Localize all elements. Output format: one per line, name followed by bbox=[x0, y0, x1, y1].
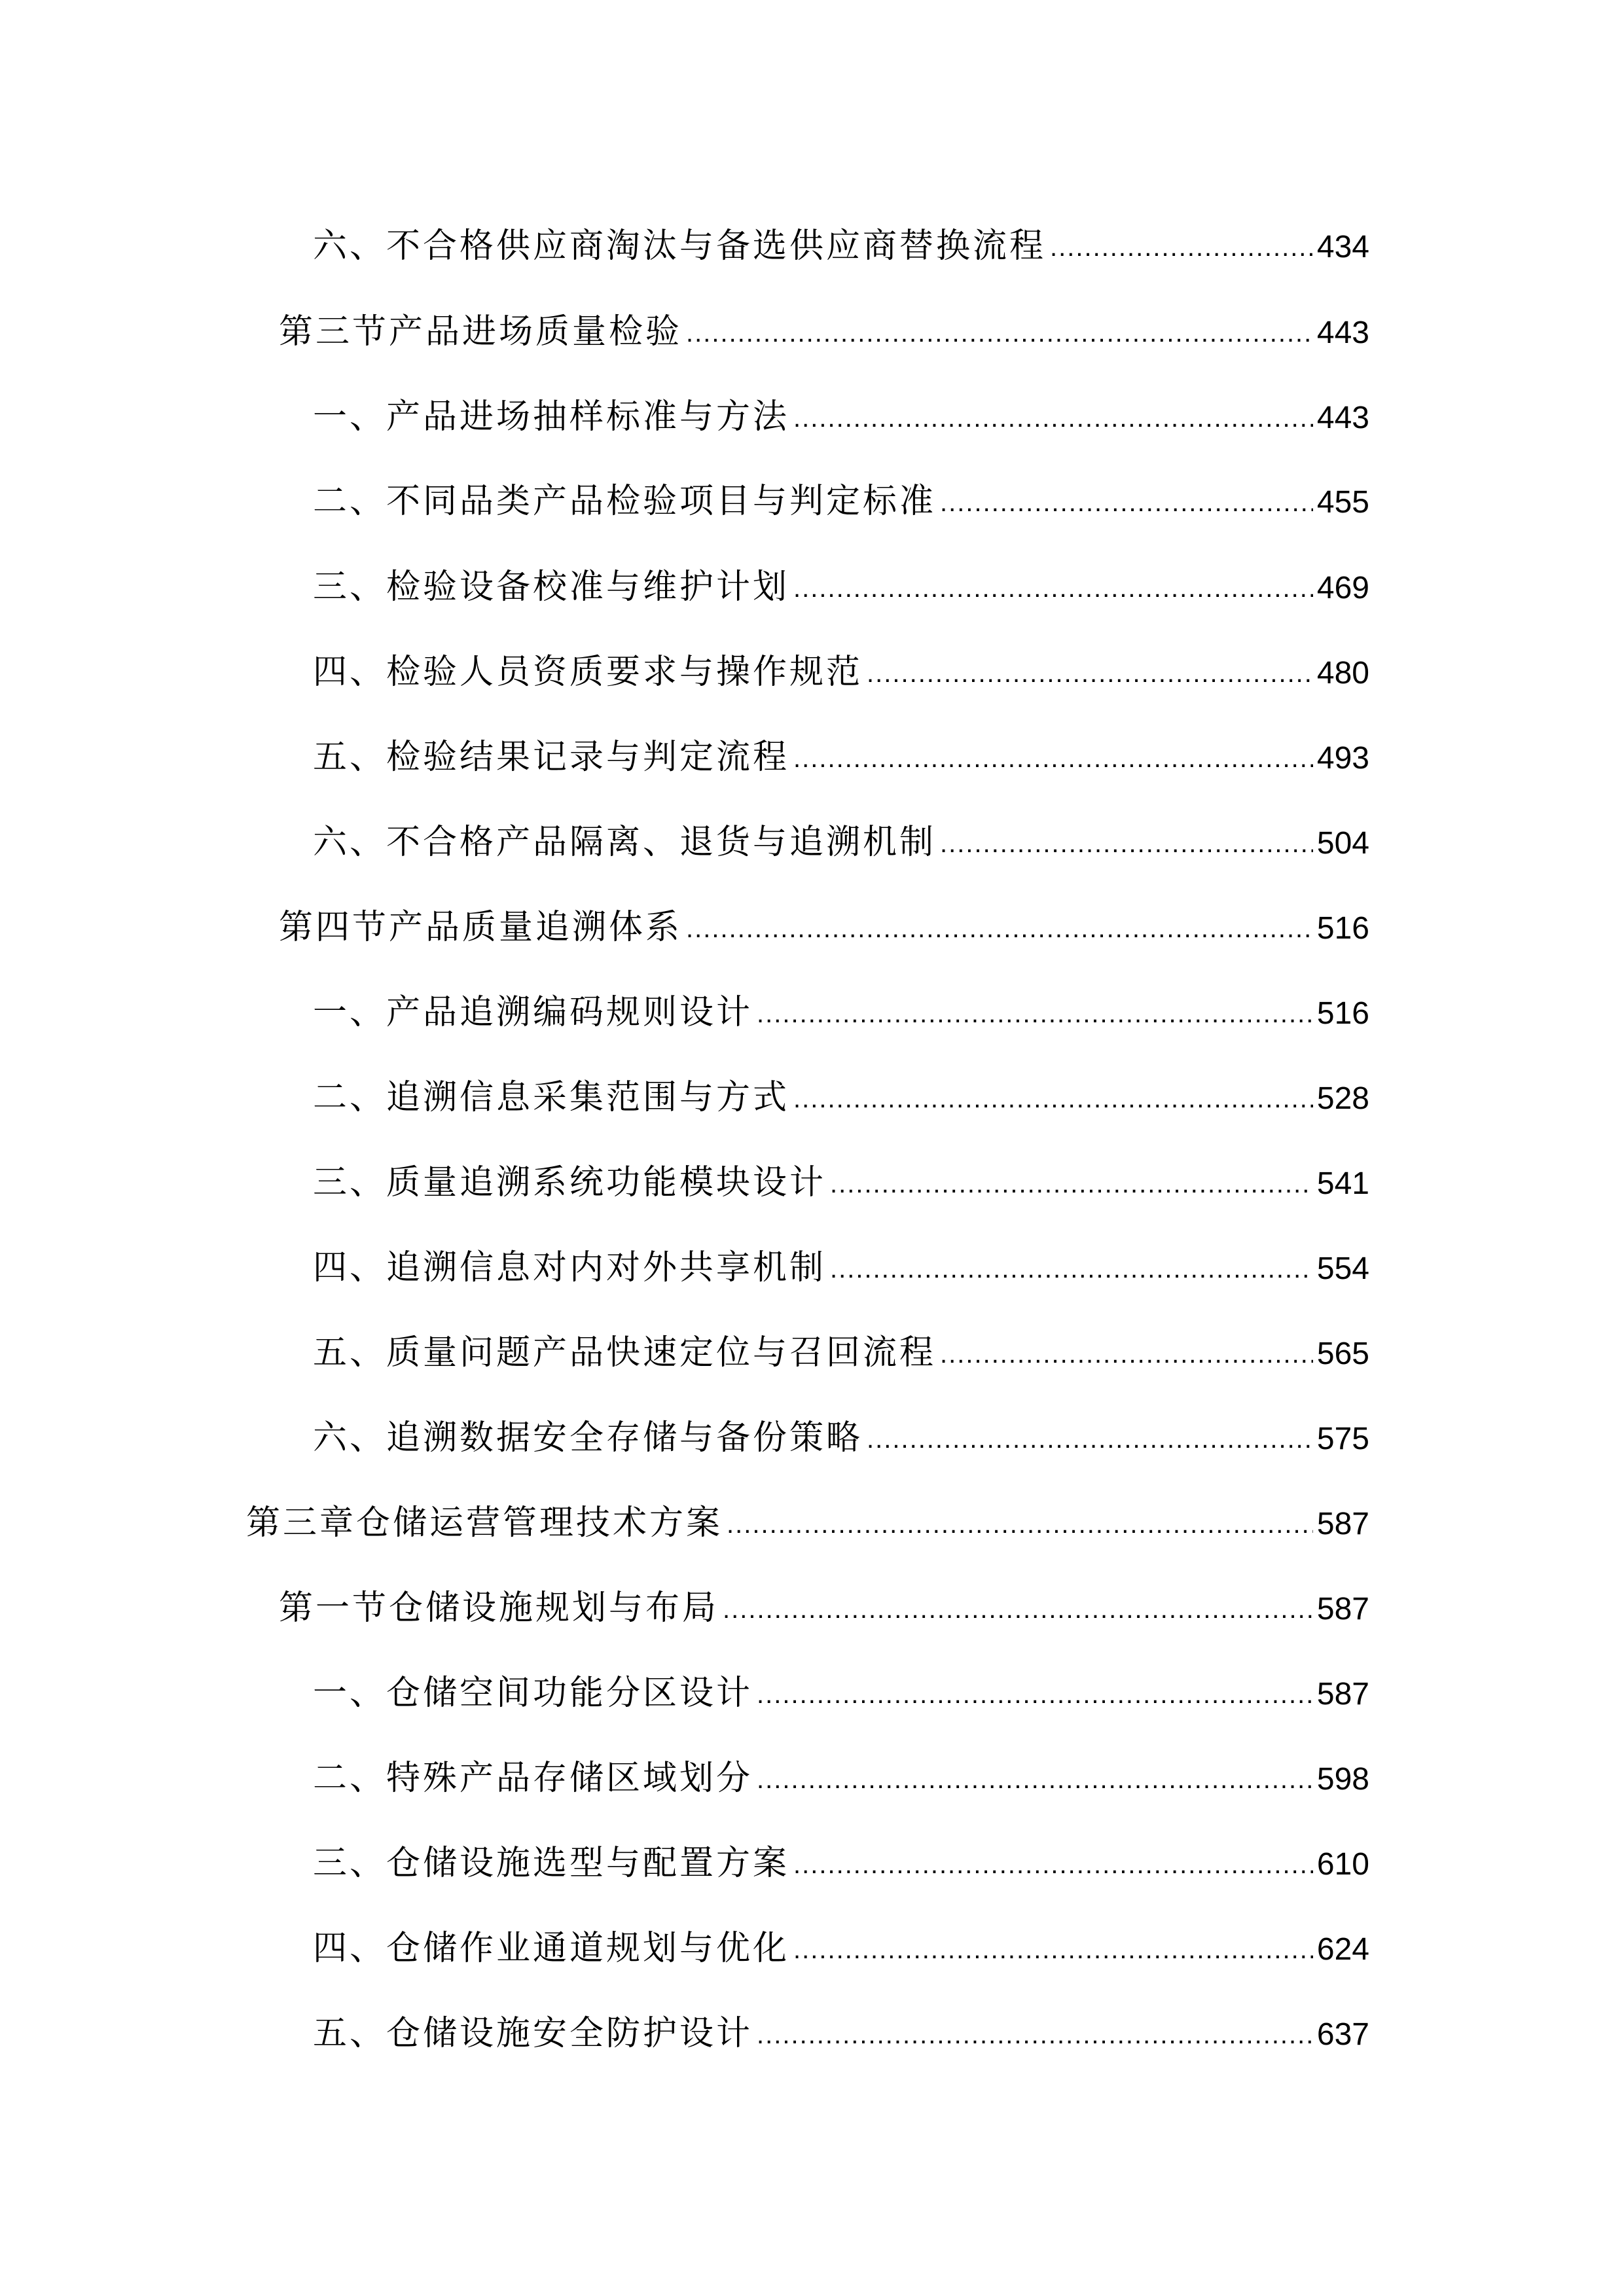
toc-entry-title: 第三章仓储运营管理技术方案 bbox=[246, 1503, 723, 1543]
dot-leader bbox=[727, 1511, 1313, 1537]
toc-entry[interactable] bbox=[0, 1828, 1624, 1883]
toc-entry-title: 一、仓储空间功能分区设计 bbox=[313, 1674, 753, 1713]
toc-entry-page: 610 bbox=[1316, 1847, 1369, 1882]
toc-entry[interactable] bbox=[0, 1998, 1624, 2051]
toc-entry-title: 四、检验人员资质要求与操作规范 bbox=[313, 653, 863, 692]
dot-leader bbox=[723, 1596, 1313, 1623]
toc-entry-page: 516 bbox=[1316, 996, 1369, 1031]
toc-entry-title: 三、检验设备校准与维护计划 bbox=[313, 567, 790, 607]
dot-leader bbox=[867, 660, 1313, 687]
dot-leader bbox=[940, 1341, 1313, 1367]
dot-leader bbox=[686, 916, 1313, 942]
toc-entry-page: 541 bbox=[1316, 1166, 1369, 1201]
dot-leader bbox=[940, 831, 1313, 857]
toc-entry[interactable] bbox=[0, 722, 1624, 777]
dot-leader bbox=[940, 490, 1313, 516]
toc-entry-title: 二、特殊产品存储区域划分 bbox=[313, 1759, 753, 1798]
toc-entry-title: 二、追溯信息采集范围与方式 bbox=[313, 1078, 790, 1117]
toc-entry-page: 587 bbox=[1316, 1507, 1369, 1541]
dot-leader bbox=[757, 2022, 1313, 2048]
toc-entry-title: 三、质量追溯系统功能模块设计 bbox=[313, 1163, 827, 1202]
toc-entry-page: 637 bbox=[1316, 2017, 1369, 2052]
toc-entry-page: 624 bbox=[1316, 1932, 1369, 1967]
toc-entry[interactable] bbox=[0, 211, 1624, 266]
dot-leader bbox=[830, 1256, 1313, 1282]
toc-entry[interactable] bbox=[0, 296, 1624, 349]
dot-leader bbox=[757, 1681, 1313, 1708]
toc-entry[interactable] bbox=[0, 977, 1624, 1030]
toc-entry-page: 587 bbox=[1316, 1677, 1369, 1712]
toc-entry[interactable] bbox=[0, 1913, 1624, 1968]
toc-entry-title: 五、检验结果记录与判定流程 bbox=[313, 738, 790, 777]
toc-entry-page: 443 bbox=[1316, 401, 1369, 435]
toc-entry[interactable] bbox=[0, 807, 1624, 862]
toc-entry-title: 第四节产品质量追溯体系 bbox=[279, 908, 683, 947]
toc-entry-page: 469 bbox=[1316, 571, 1369, 605]
toc-entry-title: 六、不合格产品隔离、退货与追溯机制 bbox=[313, 823, 937, 862]
toc-entry-page: 554 bbox=[1316, 1251, 1369, 1286]
toc-entry-page: 493 bbox=[1316, 741, 1369, 776]
dot-leader bbox=[757, 1001, 1313, 1027]
toc-entry-title: 二、不同品类产品检验项目与判定标准 bbox=[313, 482, 937, 521]
toc-entry-title: 四、仓储作业通道规划与优化 bbox=[313, 1929, 790, 1968]
toc-entry-page: 528 bbox=[1316, 1081, 1369, 1116]
toc-entry-title: 一、产品追溯编码规则设计 bbox=[313, 993, 753, 1032]
toc-entry-page: 455 bbox=[1316, 485, 1369, 520]
toc-entry-page: 443 bbox=[1316, 315, 1369, 350]
toc-entry[interactable] bbox=[0, 552, 1624, 607]
toc-entry[interactable] bbox=[0, 1488, 1624, 1543]
dot-leader bbox=[793, 1937, 1313, 1963]
toc-entry[interactable] bbox=[0, 466, 1624, 521]
dot-leader bbox=[686, 320, 1313, 346]
toc-entry[interactable] bbox=[0, 1062, 1624, 1115]
dot-leader bbox=[793, 1852, 1313, 1878]
dot-leader bbox=[793, 405, 1313, 431]
dot-leader bbox=[830, 1171, 1313, 1197]
toc-entry[interactable] bbox=[0, 382, 1624, 437]
dot-leader bbox=[757, 1767, 1313, 1793]
toc-entry-title: 六、追溯数据安全存储与备份策略 bbox=[313, 1418, 863, 1458]
dot-leader bbox=[793, 575, 1313, 601]
toc-entry-page: 516 bbox=[1316, 911, 1369, 946]
toc-entry[interactable] bbox=[0, 1743, 1624, 1798]
toc-entry-title: 四、追溯信息对内对外共享机制 bbox=[313, 1248, 827, 1287]
toc-entry[interactable] bbox=[0, 1318, 1624, 1370]
toc-entry-title: 第三节产品进场质量检验 bbox=[279, 312, 683, 351]
toc-entry[interactable] bbox=[0, 1232, 1624, 1285]
toc-entry-title: 五、质量问题产品快速定位与召回流程 bbox=[313, 1333, 937, 1372]
toc-entry-title: 第一节仓储设施规划与布局 bbox=[279, 1588, 719, 1628]
toc-entry-page: 480 bbox=[1316, 656, 1369, 691]
dot-leader bbox=[1050, 234, 1313, 260]
toc-entry-title: 五、仓储设施安全防护设计 bbox=[313, 2014, 753, 2053]
toc-entry-title: 六、不合格供应商淘汰与备选供应商替换流程 bbox=[313, 226, 1047, 266]
dot-leader bbox=[793, 745, 1313, 772]
toc-entry-page: 598 bbox=[1316, 1762, 1369, 1797]
toc-entry[interactable] bbox=[0, 1147, 1624, 1200]
toc-entry-page: 575 bbox=[1316, 1422, 1369, 1456]
toc-entry-title: 三、仓储设施选型与配置方案 bbox=[313, 1844, 790, 1883]
dot-leader bbox=[793, 1086, 1313, 1112]
dot-leader bbox=[867, 1426, 1313, 1452]
toc-entry[interactable] bbox=[0, 1658, 1624, 1713]
toc-entry[interactable] bbox=[0, 1573, 1624, 1628]
toc-entry-page: 587 bbox=[1316, 1592, 1369, 1626]
toc-entry-title: 一、产品进场抽样标准与方法 bbox=[313, 397, 790, 437]
toc-entry[interactable] bbox=[0, 892, 1624, 947]
toc-entry[interactable] bbox=[0, 1403, 1624, 1458]
toc-entry-page: 565 bbox=[1316, 1336, 1369, 1371]
toc-entry[interactable] bbox=[0, 637, 1624, 692]
toc-entry-page: 504 bbox=[1316, 826, 1369, 861]
toc-entry-page: 434 bbox=[1316, 230, 1369, 264]
